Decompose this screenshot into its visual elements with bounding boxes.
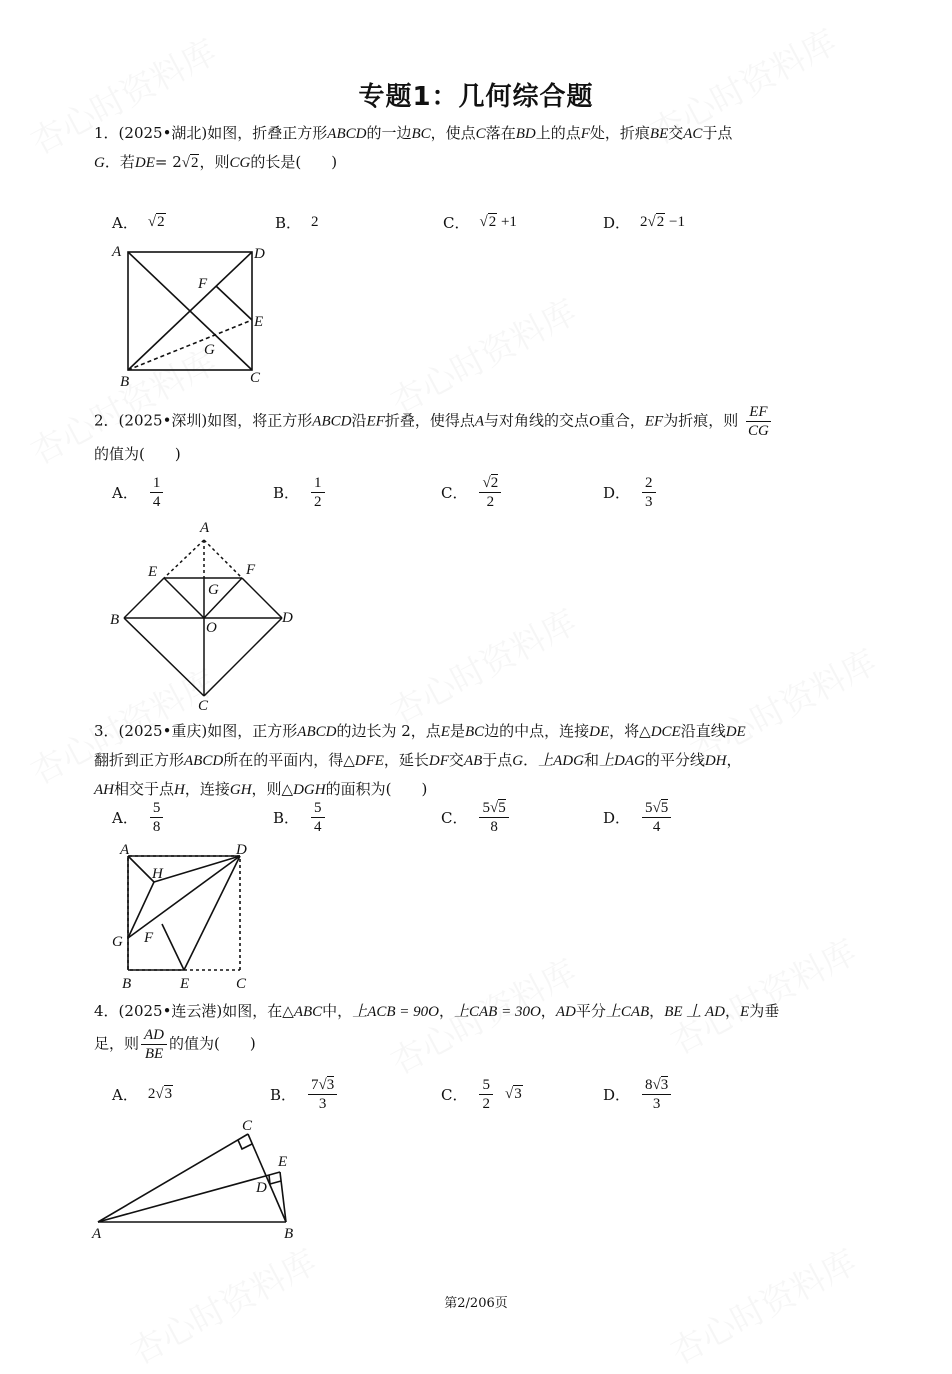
label-C: C <box>236 976 247 992</box>
page-title: 专题1：几何综合题 <box>358 82 594 112</box>
option-d[interactable]: D． 2√2 −1 <box>603 213 685 232</box>
option-a[interactable]: A． 2√3 <box>112 1085 173 1104</box>
label-E: E <box>254 314 264 330</box>
label-D: D <box>254 246 265 262</box>
label-F: F <box>198 276 208 292</box>
question-2-text: 2．(2025•深圳)如图，将正方形ABCD沿EF折叠，使得点A与对角线的交点O重合，EF为折痕，则 $\frac{EF}{CG}$ 的值为( ) <box>94 403 872 468</box>
label-E: E <box>180 976 190 992</box>
label-C: C <box>250 370 261 386</box>
option-b[interactable]: B． 2 <box>275 213 319 232</box>
label-D: D <box>236 842 247 858</box>
option-c[interactable]: C． $\frac{5}{2}$ √3 <box>441 1076 522 1112</box>
label-O: O <box>206 620 217 636</box>
label-G: G <box>112 934 123 950</box>
label-D: D <box>282 610 293 626</box>
page-footer: 第2/206页 <box>444 1296 508 1311</box>
label-H: H <box>152 866 163 882</box>
label-A: A <box>200 520 210 536</box>
label-B: B <box>122 976 132 992</box>
question-1-text: 1．(2025•湖北)如图，折叠正方形ABCD的一边BC，使点C落在BD上的点F处，折痕BE交AC于点 G．若DE= 2√2，则CG的长是( ) <box>94 124 733 171</box>
question-1-figure <box>104 238 284 390</box>
option-c[interactable]: C． $\frac{5√5}{8}$ <box>441 789 511 845</box>
option-a[interactable]: A． √2 <box>112 213 165 232</box>
label-G: G <box>204 342 215 358</box>
label-D: D <box>256 1180 267 1196</box>
label-F: F <box>144 930 154 946</box>
question-3-text: 3．(2025•重庆)如图，正方形ABCD的边长为 2，点E是BC边的中点，连接DE，将△DCE沿直线DE 翻折到正方形ABCD所在的平面内，得△DFE，延长DF交AB于点G．上ADG和上DAG的平分线DH， AH相交于点H，连接GH，则△DGH的面积为( ) <box>94 722 746 798</box>
label-E: E <box>278 1154 288 1170</box>
fraction: $\frac{EF}{CG}$ <box>748 404 769 439</box>
label-B: B <box>110 612 120 628</box>
option-b[interactable]: B． $\frac{5}{4}$ <box>273 789 327 845</box>
label-A: A <box>120 842 130 858</box>
option-d[interactable]: D． $\frac{8√3}{3}$ <box>603 1066 673 1122</box>
label-E: E <box>148 564 158 580</box>
label-C: C <box>242 1118 253 1134</box>
question-3-figure <box>110 838 260 992</box>
option-c[interactable]: C． √2 +1 <box>443 213 517 232</box>
question-2-options <box>112 464 872 520</box>
label-C: C <box>198 698 209 710</box>
option-b[interactable]: B． $\frac{7√3}{3}$ <box>270 1066 339 1122</box>
label-B: B <box>120 374 130 390</box>
option-a[interactable]: A． $\frac{1}{4}$ <box>112 464 165 520</box>
label-A: A <box>92 1226 102 1242</box>
option-d[interactable]: D． $\frac{2}{3}$ <box>603 464 658 520</box>
label-F: F <box>246 562 256 578</box>
option-b[interactable]: B． $\frac{1}{2}$ <box>273 464 327 520</box>
question-4-figure <box>88 1114 308 1242</box>
watermark <box>380 595 583 734</box>
label-G: G <box>208 582 219 598</box>
option-d[interactable]: D． $\frac{5√5}{4}$ <box>603 789 673 845</box>
label-B: B <box>284 1226 294 1242</box>
option-a[interactable]: A． $\frac{5}{8}$ <box>112 789 165 845</box>
question-4-text: 4．(2025•连云港)如图，在△ABC中，上ACB = 90O，上CAB = 30O，AD平分上CAB，BE 丄 AD，E为垂 足，则 $\frac{AD}{BE}$ 的值为( ) <box>94 1002 780 1062</box>
label-A: A <box>112 244 122 260</box>
option-c[interactable]: C． $\frac{√2}{2}$ <box>441 464 503 520</box>
question-2-figure <box>108 516 298 710</box>
fraction: $\frac{AD}{BE}$ <box>141 1026 167 1063</box>
question-3-options <box>112 789 872 845</box>
